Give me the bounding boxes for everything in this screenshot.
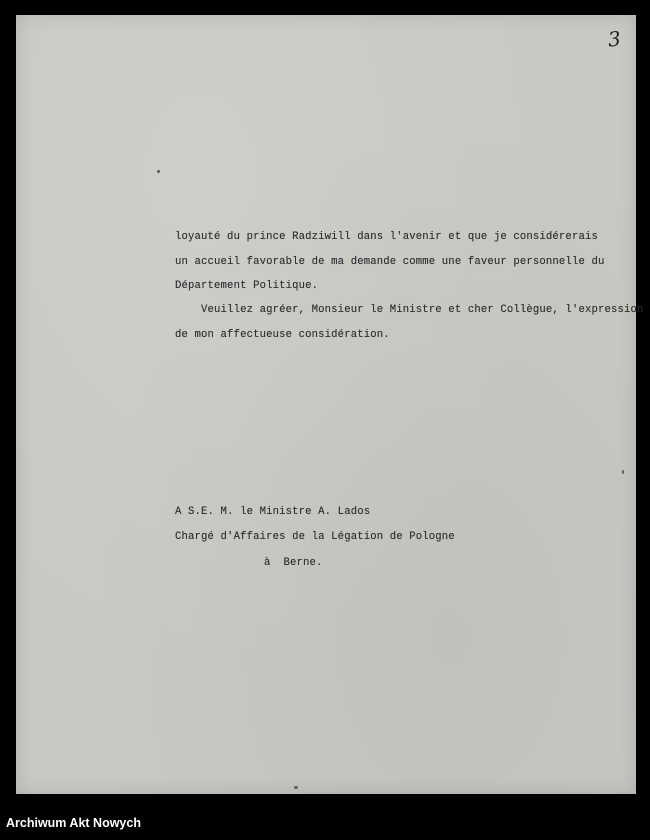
- body-line-2: un accueil favorable de ma demande comme une faveur personnelle du: [175, 256, 605, 268]
- body-line-5: de mon affectueuse considération.: [175, 329, 390, 341]
- paper-speck: [294, 786, 298, 789]
- handwritten-page-number: 3: [606, 26, 622, 52]
- address-line-2: Chargé d'Affaires de la Légation de Pologne: [175, 531, 455, 543]
- document-page: [16, 15, 644, 794]
- paper-speck: [157, 170, 160, 173]
- archive-label: Archiwum Akt Nowych: [6, 816, 141, 830]
- paper-speck: [622, 470, 624, 474]
- address-line-1: A S.E. M. le Ministre A. Lados: [175, 506, 371, 518]
- address-line-3: à Berne.: [264, 557, 323, 569]
- body-line-3: Département Politique.: [175, 280, 319, 292]
- body-line-4: Veuillez agréer, Monsieur le Ministre et cher Collègue, l'expression: [175, 304, 644, 316]
- body-line-1: loyauté du prince Radziwill dans l'avenir et que je considérerais: [175, 231, 598, 243]
